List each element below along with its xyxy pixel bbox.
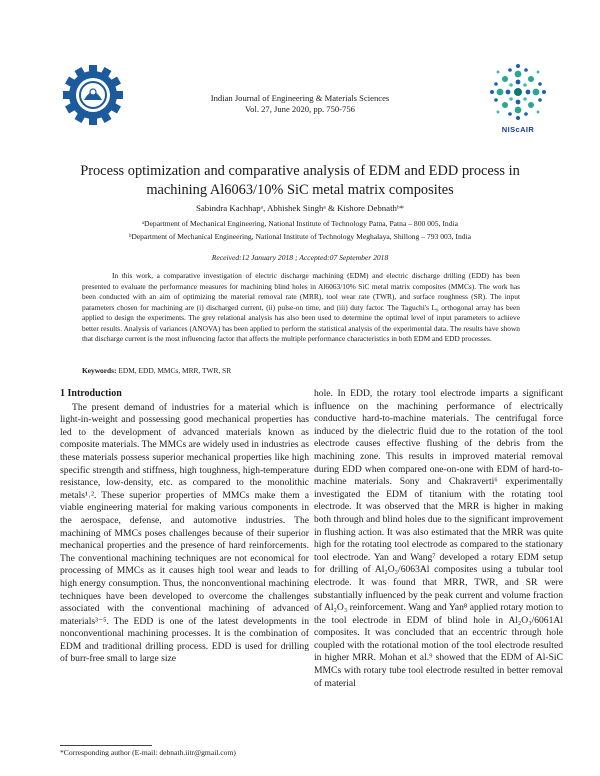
article-authors: Sabindra Kachhapᵃ, Abhishek Singhᵃ & Kishore Debnathᵇ*	[195, 203, 405, 213]
footnote-divider	[60, 745, 152, 746]
section-heading: 1 Introduction	[60, 388, 122, 399]
article-title: Process optimization and comparative analysis of EDM and EDD process in machining Al6063/10% SiC metal matrix composites	[80, 163, 520, 198]
keywords-line	[82, 366, 520, 375]
corresponding-author-footnote: *Corresponding author (E-mail: debnath.iitr@gmail.com)	[60, 748, 236, 757]
body-paragraph-right: hole. In EDD, the rotary tool electrode imparts a significant influence on the machining performance of electrically conductive hard-to-machine materials. The centrifugal force induced by the dielectric fluid due to the rotation of the tool electrode causes effective flushing of the debris from the machining zone. This results in improved material removal during EDD when compared one-on-one with EDM of hard-to-machine materials. Sony and Chakraverti⁶ experimentally investigated the EDM of titanium with the rotating tool electrode. It was observed that the MRR is higher in making both through and blind holes due to the significant improvement in flushing action. It was also estimated that the MRR was quite high for the rotating tool electrode as compared to the stationary tool electrode. Yan and Wang⁷ developed a rotary EDM setup for drilling of Al₂O₃/6063Al composites using a tubular tool electrode. It was found that MRR, TWR, and SR were substantially influenced by the peak current and volume fraction of Al₂O₃ reinforcement. Wang and Yan⁸ applied rotary motion to the tool electrode in EDM of blind hole in Al₂O₃/6061Al composites. It was concluded that an eccentric through hole coupled with the rotational motion of the tool electrode resulted in higher MRR. Mohan et al.⁹ showed that the EDM of Al-SiC MMCs with rotary tube tool electrode resulted in better removal of material	[314, 388, 563, 689]
affiliation-b: ᵇDepartment of Mechanical Engineering, National Institute of Technology Meghalaya, Shillong – 793 003, India	[128, 232, 472, 241]
body-paragraph-left: The present demand of industries for a material which is light-in-weight and possessing good mechanical properties has led to the development of advanced materials known as composite materials. The MMCs are widely used in industries as these materials possess superior mechanical properties like high specific strength and stiffness, high toughness, high-temperature resistance, low-density, etc. as compared to the monolithic metals¹˒². These superior properties of MMCs make them a viable engineering material for making various components in the aerospace, defense, and automotive industries. The machining of MMCs poses challenges because of their superior mechanical properties and the presence of hard reinforcements. The conventional machining techniques are not economical for processing of MMCs as it causes high tool wear and leads to high energy consumption. Thus, the nonconventional machining techniques have been developed to overcome the challenges associated with the conventional machining of advanced materials³⁻⁵. The EDD is one of the latest developments in nonconventional machining processes. It is the combination of EDM and traditional drilling process. EDD is used for drilling of burr-free small to large size	[60, 401, 309, 665]
keywords-list: EDM, EDD, MMCs, MRR, TWR, SR	[118, 366, 232, 375]
journal-name: Indian Journal of Engineering & Materials Sciences	[210, 93, 390, 103]
abstract: In this work, a comparative investigation of electric discharge machining (EDM) and electric discharge drilling (EDD) has been presented to evaluate the performance measures for machining blind holes in Al6063/10% SiC metal matrix composites (MMCs). The work has been conducted with an aim of optimizing the material removal rate (MRR), tool wear rate (TWR), and surface roughness (SR). The input parameters chosen for machining are (i) discharged current, (ii) pulse-on time, and (iii) duty factor. The Taguchi's L₉ orthogonal array has been applied to design the experiments. The grey relational analysis has also been used to determine the optimal level of input parameters to achieve better results. Analysis of variances (ANOVA) has been applied to perform the statistical analysis of the experimental data. The results have shown that discharge current is the most influencing factor that affects the multiple performance characteristics in both EDM and EDD processes.	[82, 271, 520, 343]
article-dates: Received:12 January 2018 ; Accepted:07 September 2018	[211, 253, 389, 262]
journal-volume: Vol. 27, June 2020, pp. 750-756	[245, 104, 355, 114]
body-column-right	[314, 388, 563, 690]
keywords-label: Keywords:	[82, 366, 117, 375]
niscair-logo-label: NIScAIR	[501, 125, 535, 134]
affiliation-a: ᵃDepartment of Mechanical Engineering, National Institute of Technology Patna, Patna – 800 005, India	[141, 219, 459, 228]
body-column-left	[60, 388, 309, 666]
niscair-logo-icon	[488, 62, 548, 122]
